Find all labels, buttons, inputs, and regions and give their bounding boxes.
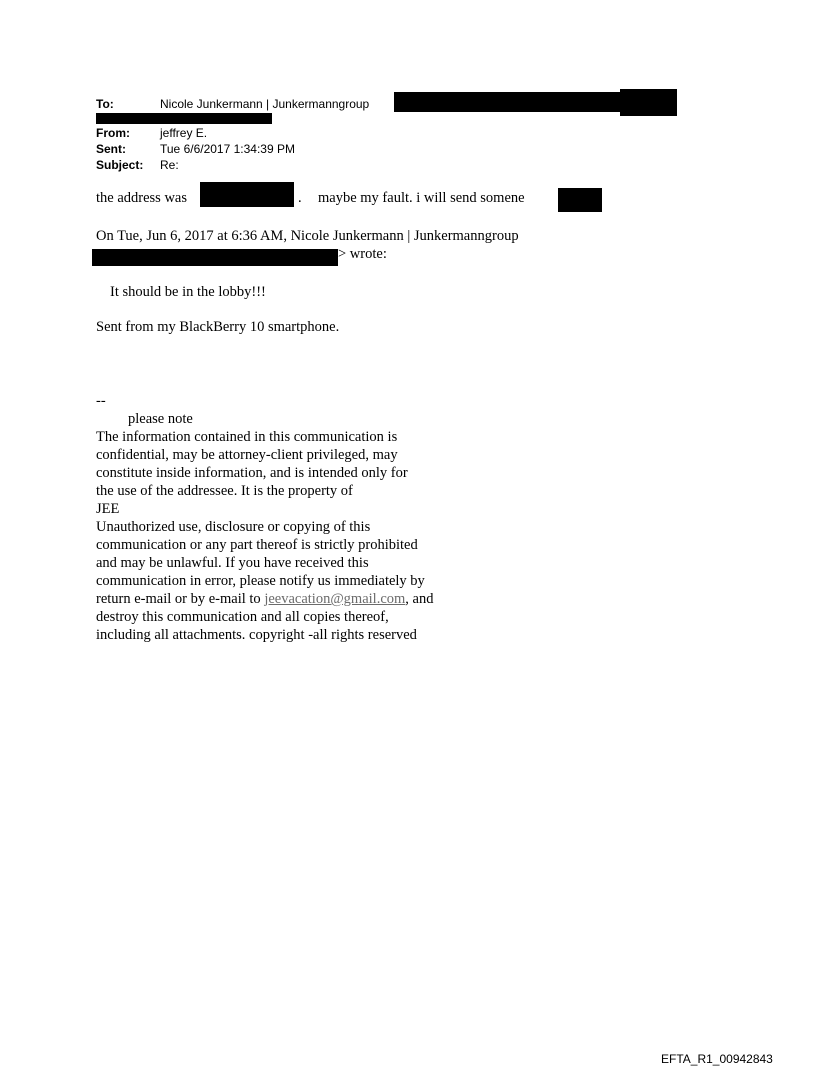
redaction-box xyxy=(558,188,602,212)
disclaimer-line: and may be unlawful. If you have received this xyxy=(96,555,369,571)
body-line-1-period: . xyxy=(298,190,302,206)
from-value: jeffrey E. xyxy=(160,126,208,140)
redaction-box xyxy=(620,89,677,116)
disclaimer-line: The information contained in this communication is xyxy=(96,429,398,445)
disclaimer-line: destroy this communication and all copies thereof, xyxy=(96,609,389,625)
redaction-box xyxy=(200,182,294,207)
from-label: From: xyxy=(96,126,130,140)
disclaimer-line: Unauthorized use, disclosure or copying of this xyxy=(96,519,371,535)
disclaimer-email-line xyxy=(96,590,433,608)
disclaimer-line: confidential, may be attorney-client privileged, may xyxy=(96,447,398,463)
disclaimer-line: including all attachments. copyright -all rights reserved xyxy=(96,627,417,643)
document-id: EFTA_R1_00942843 xyxy=(661,1052,773,1066)
disclaimer-line: JEE xyxy=(96,501,120,517)
disclaimer-line: communication or any part thereof is strictly prohibited xyxy=(96,537,418,553)
to-label: To: xyxy=(96,97,114,111)
quote-intro-line-2: > wrote: xyxy=(338,246,387,262)
redaction-box xyxy=(92,249,338,266)
body-line-1-start: the address was xyxy=(96,190,188,206)
redaction-box xyxy=(394,92,620,112)
please-note-heading: please note xyxy=(128,411,193,427)
sent-value: Tue 6/6/2017 1:34:39 PM xyxy=(160,142,295,156)
disclaimer-line: communication in error, please notify us immediately by xyxy=(96,573,425,589)
body-line-1-end: maybe my fault. i will send somene xyxy=(318,190,525,206)
to-value: Nicole Junkermann | Junkermanngroup xyxy=(160,97,370,111)
disclaimer-line: the use of the addressee. It is the property of xyxy=(96,483,353,499)
quoted-message: It should be in the lobby!!! xyxy=(110,284,266,300)
disclaimer-email-prefix: return e-mail or by e-mail to xyxy=(96,591,265,607)
sent-label: Sent: xyxy=(96,142,126,156)
subject-label: Subject: xyxy=(96,158,144,172)
redaction-box xyxy=(96,113,272,124)
disclaimer-email-suffix: , and xyxy=(405,591,434,607)
signature-line: Sent from my BlackBerry 10 smartphone. xyxy=(96,319,340,335)
email-link[interactable]: jeevacation@gmail.com xyxy=(264,591,406,607)
signature-separator: -- xyxy=(96,393,106,409)
disclaimer-line: constitute inside information, and is intended only for xyxy=(96,465,408,481)
quote-intro-line-1: On Tue, Jun 6, 2017 at 6:36 AM, Nicole Junkermann | Junkermanngroup xyxy=(96,228,519,244)
subject-value: Re: xyxy=(160,158,179,172)
